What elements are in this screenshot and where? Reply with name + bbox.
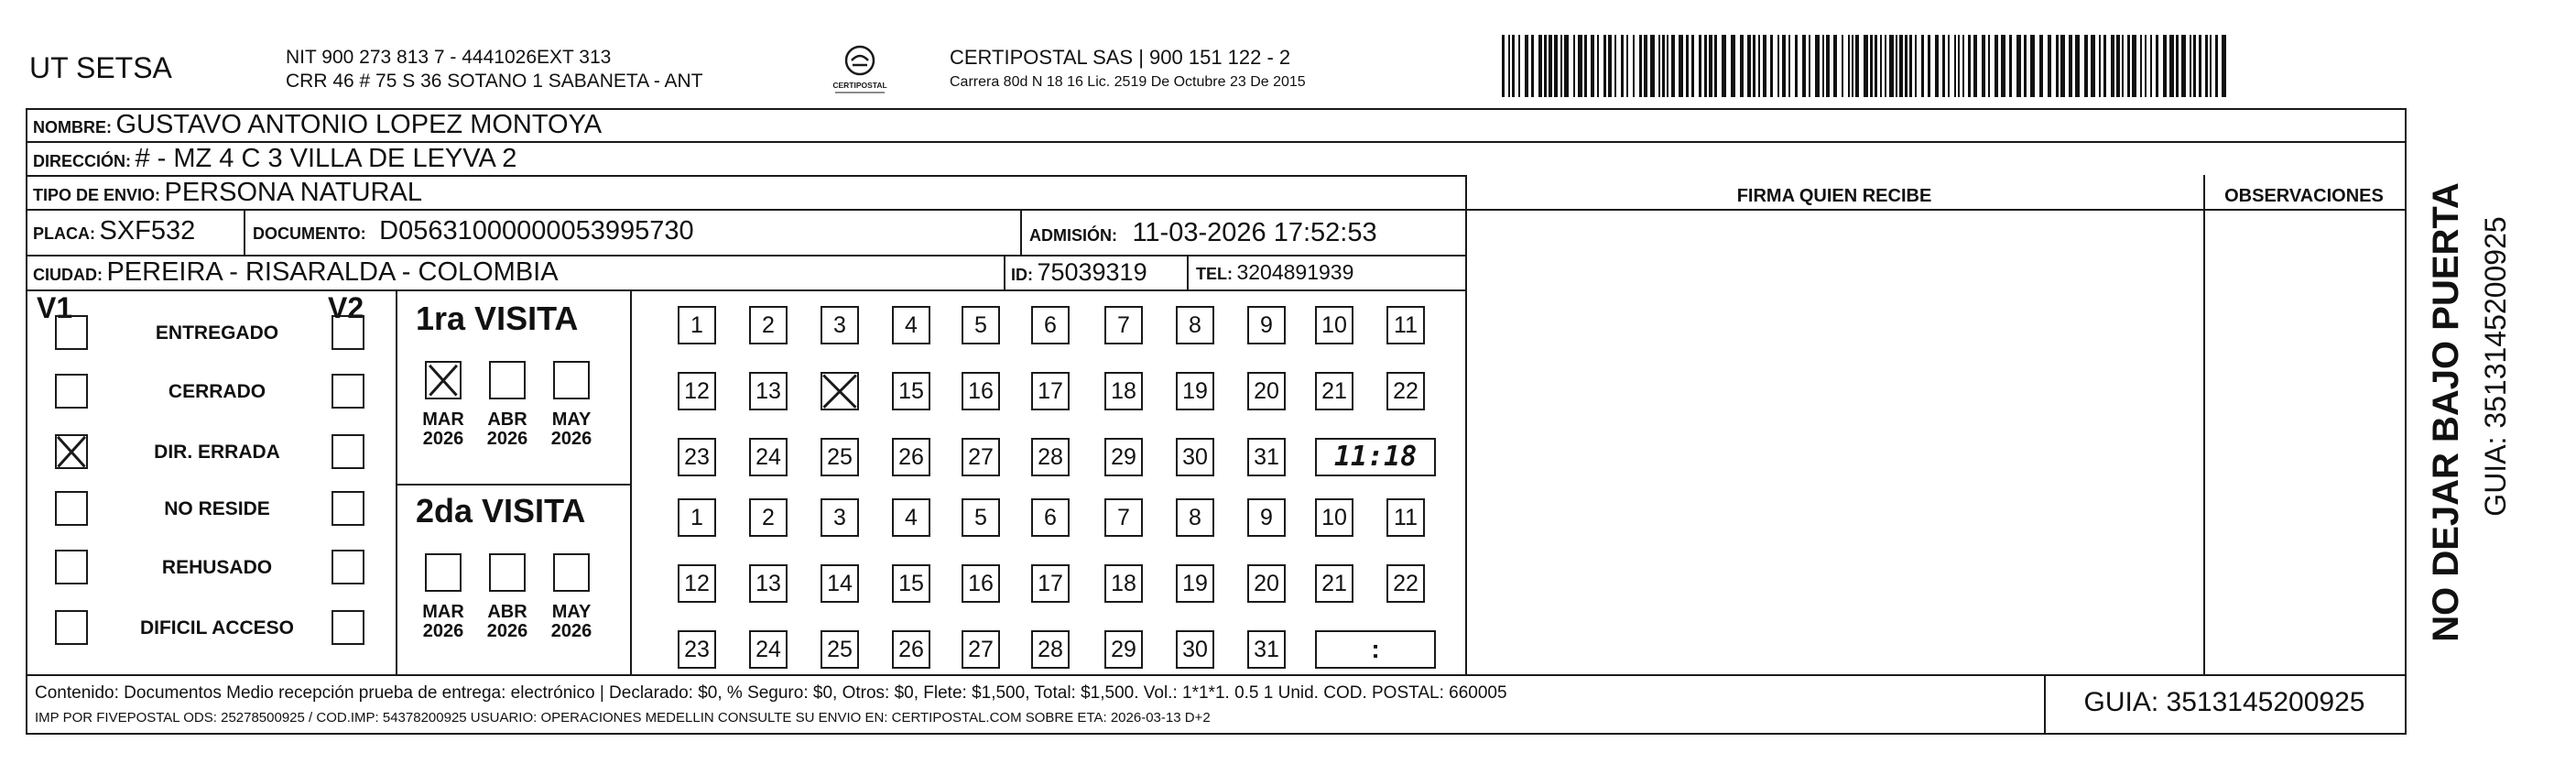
month-name: MAY <box>551 409 592 430</box>
day-box[interactable]: 13 <box>749 564 788 603</box>
documento-value: D05631000000053995730 <box>379 216 694 246</box>
month-year: 2026 <box>550 621 592 641</box>
day-box[interactable]: 6 <box>1031 498 1070 537</box>
day-box[interactable]: 12 <box>678 564 716 603</box>
direccion-value: # - MZ 4 C 3 VILLA DE LEYVA 2 <box>135 144 517 173</box>
certipostal-logo <box>828 40 892 97</box>
status-label: ENTREGADO <box>155 322 279 344</box>
v1-checkbox[interactable] <box>55 550 88 584</box>
month-name: ABR <box>487 409 527 430</box>
day-box[interactable]: 17 <box>1031 372 1070 410</box>
month-checkbox[interactable] <box>425 361 462 399</box>
day-box[interactable]: 23 <box>678 630 716 669</box>
day-box[interactable]: 5 <box>962 498 1000 537</box>
day-box[interactable]: 8 <box>1176 498 1214 537</box>
v2-header: V2 <box>328 291 364 324</box>
documento-row <box>253 218 694 245</box>
day-box[interactable]: 29 <box>1104 438 1143 476</box>
month-label <box>544 603 599 641</box>
day-box[interactable]: 2 <box>749 306 788 344</box>
admision-row <box>1029 220 1377 246</box>
day-box[interactable]: 15 <box>892 564 930 603</box>
day-box[interactable]: 19 <box>1176 564 1214 603</box>
month-year: 2026 <box>422 429 464 449</box>
day-box[interactable]: 26 <box>892 630 930 669</box>
day-box[interactable]: 31 <box>1247 630 1286 669</box>
side-guia: GUIA: 3513145200925 <box>2479 216 2512 517</box>
logo-text: CERTIPOSTAL <box>832 81 887 90</box>
placa-label: PLACA: <box>33 224 95 243</box>
v1-header: V1 <box>37 291 73 324</box>
month-checkbox[interactable] <box>425 553 462 592</box>
nombre-value: GUSTAVO ANTONIO LOPEZ MONTOYA <box>115 110 603 139</box>
no-dejar-warning: NO DEJAR BAJO PUERTA <box>2426 182 2466 642</box>
day-box[interactable]: 16 <box>962 372 1000 410</box>
tel-label: TEL: <box>1196 265 1233 283</box>
carrier-line: CERTIPOSTAL SAS | 900 151 122 - 2 <box>950 46 1291 69</box>
visit1-title: 1ra VISITA <box>416 300 579 337</box>
tel-value: 3204891939 <box>1236 260 1354 284</box>
month-name: ABR <box>487 602 527 622</box>
address-line: CRR 46 # 75 S 36 SOTANO 1 SABANETA - ANT <box>286 71 703 92</box>
day-box[interactable]: 25 <box>821 438 859 476</box>
admision-value: 11-03-2026 17:52:53 <box>1132 218 1377 247</box>
day-box[interactable]: 9 <box>1247 306 1286 344</box>
admision-label: ADMISIÓN: <box>1029 226 1117 245</box>
documento-label: DOCUMENTO: <box>253 224 366 243</box>
day-box[interactable]: 27 <box>962 438 1000 476</box>
day-box[interactable]: 5 <box>962 306 1000 344</box>
logo-emblem-icon <box>828 40 892 97</box>
day-box[interactable]: 21 <box>1315 372 1353 410</box>
month-name: MAR <box>422 409 464 430</box>
company-name: UT SETSA <box>29 51 172 84</box>
nombre-row <box>33 112 602 138</box>
v1-checkbox[interactable] <box>55 315 88 350</box>
day-box[interactable]: 30 <box>1176 630 1214 669</box>
month-label <box>544 410 599 449</box>
nit-line: NIT 900 273 813 7 - 4441026EXT 313 <box>286 47 612 68</box>
month-checkbox[interactable] <box>553 553 590 592</box>
day-box[interactable]: 18 <box>1104 564 1143 603</box>
day-box[interactable]: 21 <box>1315 564 1353 603</box>
placa-value: SXF532 <box>99 216 196 246</box>
day-box[interactable]: 31 <box>1247 438 1286 476</box>
day-box[interactable]: 15 <box>892 372 930 410</box>
day-box[interactable]: 25 <box>821 630 859 669</box>
month-checkbox[interactable] <box>489 553 526 592</box>
status-label: DIFICIL ACCESO <box>139 617 294 638</box>
month-name: MAR <box>422 602 464 622</box>
day-box[interactable]: 19 <box>1176 372 1214 410</box>
day-box[interactable]: 2 <box>749 498 788 537</box>
time-box[interactable]: 11:18 <box>1315 438 1436 476</box>
day-box[interactable]: 16 <box>962 564 1000 603</box>
visit2-title: 2da VISITA <box>416 492 586 529</box>
tipo-label: TIPO DE ENVIO: <box>33 186 161 204</box>
day-box[interactable]: 11 <box>1386 306 1425 344</box>
v2-checkbox[interactable] <box>332 610 364 645</box>
id-row <box>1011 260 1147 285</box>
day-box[interactable]: 7 <box>1104 306 1143 344</box>
month-year: 2026 <box>422 621 464 641</box>
day-box[interactable]: 22 <box>1386 372 1425 410</box>
month-label <box>480 410 535 449</box>
v2-checkbox[interactable] <box>332 491 364 526</box>
day-box[interactable]: 24 <box>749 630 788 669</box>
month-label <box>416 603 471 641</box>
v1-checkbox[interactable] <box>55 374 88 409</box>
day-box[interactable] <box>821 372 859 410</box>
carrier-license: Carrera 80d N 18 16 Lic. 2519 De Octubre 23 De 2015 <box>950 74 1306 90</box>
contenido-line: Contenido: Documentos Medio recepción prueba de entrega: electrónico | Declarado: $0, % Seguro: $0, Otros: $0, Flete: $1,500, Total: $1,500. Vol.: 1*1*1. 0.5 1 Unid. COD. POSTAL: 660005 <box>35 683 1507 703</box>
day-box[interactable]: 29 <box>1104 630 1143 669</box>
day-box[interactable]: 30 <box>1176 438 1214 476</box>
day-box[interactable]: 7 <box>1104 498 1143 537</box>
day-box[interactable]: 10 <box>1315 306 1353 344</box>
status-label: CERRADO <box>168 381 266 402</box>
status-label: NO RESIDE <box>164 498 270 519</box>
id-label: ID: <box>1011 266 1033 284</box>
day-box[interactable]: 9 <box>1247 498 1286 537</box>
time-box[interactable]: : <box>1315 630 1436 669</box>
day-box[interactable]: 26 <box>892 438 930 476</box>
status-label: DIR. ERRADA <box>154 442 280 463</box>
month-label <box>480 603 535 641</box>
id-value: 75039319 <box>1037 258 1147 286</box>
v2-checkbox[interactable] <box>332 550 364 584</box>
ciudad-row <box>33 259 559 286</box>
day-box[interactable]: 27 <box>962 630 1000 669</box>
day-box[interactable]: 28 <box>1031 438 1070 476</box>
day-box[interactable]: 8 <box>1176 306 1214 344</box>
tel-row <box>1196 262 1353 283</box>
day-box[interactable]: 20 <box>1247 372 1286 410</box>
day-box[interactable]: 20 <box>1247 564 1286 603</box>
tipo-row <box>33 180 422 206</box>
day-box[interactable]: 14 <box>821 564 859 603</box>
ciudad-label: CIUDAD: <box>33 266 103 284</box>
ciudad-value: PEREIRA - RISARALDA - COLOMBIA <box>106 257 559 287</box>
month-checkbox[interactable] <box>553 361 590 399</box>
day-box[interactable]: 22 <box>1386 564 1425 603</box>
day-box[interactable]: 10 <box>1315 498 1353 537</box>
day-box[interactable]: 12 <box>678 372 716 410</box>
month-name: MAY <box>551 602 592 622</box>
day-box[interactable]: 3 <box>821 306 859 344</box>
day-box[interactable]: 13 <box>749 372 788 410</box>
day-box[interactable]: 1 <box>678 306 716 344</box>
day-box[interactable]: 1 <box>678 498 716 537</box>
day-box[interactable]: 6 <box>1031 306 1070 344</box>
v2-checkbox[interactable] <box>332 374 364 409</box>
month-checkbox[interactable] <box>489 361 526 399</box>
barcode <box>1502 35 2231 97</box>
imp-line: IMP POR FIVEPOSTAL ODS: 25278500925 / COD.IMP: 54378200925 USUARIO: OPERACIONES MEDELLIN CONSULTE SU ENVIO EN: CERTIPOSTAL.COM SOBRE ETA: 2026-03-13 D+2 <box>35 710 1211 726</box>
v2-checkbox[interactable] <box>332 315 364 350</box>
observaciones-header: OBSERVACIONES <box>2224 186 2384 206</box>
firma-header: FIRMA QUIEN RECIBE <box>1736 186 1932 206</box>
status-label: REHUSADO <box>161 557 273 578</box>
tipo-value: PERSONA NATURAL <box>164 178 422 207</box>
day-box[interactable]: 3 <box>821 498 859 537</box>
day-box[interactable]: 11 <box>1386 498 1425 537</box>
day-box[interactable]: 4 <box>892 306 930 344</box>
day-box[interactable]: 23 <box>678 438 716 476</box>
month-year: 2026 <box>486 429 528 449</box>
day-box[interactable]: 18 <box>1104 372 1143 410</box>
day-box[interactable]: 4 <box>892 498 930 537</box>
month-year: 2026 <box>550 429 592 449</box>
direccion-row <box>33 146 516 172</box>
v2-checkbox[interactable] <box>332 434 364 469</box>
day-box[interactable]: 28 <box>1031 630 1070 669</box>
v1-checkbox[interactable] <box>55 491 88 526</box>
nombre-label: NOMBRE: <box>33 118 112 136</box>
v1-checkbox[interactable] <box>55 434 88 469</box>
footer-guia: GUIA: 3513145200925 <box>2083 687 2365 717</box>
month-label <box>416 410 471 449</box>
day-box[interactable]: 17 <box>1031 564 1070 603</box>
direccion-label: DIRECCIÓN: <box>33 152 131 170</box>
day-box[interactable]: 24 <box>749 438 788 476</box>
month-year: 2026 <box>486 621 528 641</box>
v1-checkbox[interactable] <box>55 610 88 645</box>
placa-row <box>33 218 195 245</box>
